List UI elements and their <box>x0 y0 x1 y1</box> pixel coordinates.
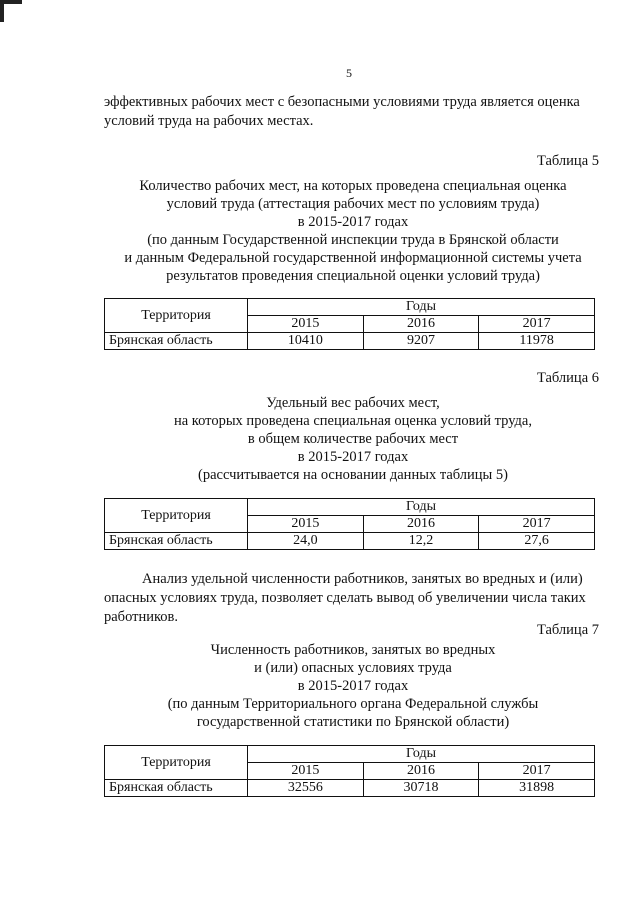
header-territory: Территория <box>105 499 248 533</box>
text-line: эффективных рабочих мест с безопасными условиями труда является оценка <box>104 94 580 110</box>
scan-corner-mark <box>0 0 4 22</box>
value-cell: 12,2 <box>363 533 479 550</box>
header-years: Годы <box>248 746 595 763</box>
row-label: Брянская область <box>105 780 248 797</box>
table-label: Таблица 5 <box>536 153 599 169</box>
header-years: Годы <box>248 299 595 316</box>
table-label: Таблица 7 <box>536 622 599 638</box>
header-territory: Территория <box>105 299 248 333</box>
caption-line: на которых проведена специальная оценка условий труда, <box>173 413 532 429</box>
table-row <box>105 780 595 797</box>
table-caption <box>80 177 626 285</box>
value-cell: 9207 <box>363 333 479 350</box>
table-header-row <box>105 299 595 316</box>
caption-line: Удельный вес рабочих мест, <box>266 395 440 411</box>
page-number: 5 <box>346 66 352 80</box>
data-table <box>104 745 595 797</box>
table-caption <box>80 394 626 484</box>
intro-paragraph <box>104 93 604 131</box>
row-label: Брянская область <box>105 533 248 550</box>
text-line: условий труда на рабочих местах. <box>104 113 314 129</box>
caption-line: Численность работников, занятых во вредных <box>210 642 496 658</box>
caption-line: в общем количестве рабочих мест <box>247 431 459 447</box>
text-line: работников. <box>104 609 179 625</box>
header-years: Годы <box>248 499 595 516</box>
caption-line: (по данным Государственной инспекции труда в Брянской области <box>147 232 559 248</box>
year-cell: 2015 <box>248 763 364 780</box>
value-cell: 11978 <box>479 333 595 350</box>
caption-line: результатов проведения специальной оценки условий труда) <box>166 268 540 284</box>
year-cell: 2015 <box>248 516 364 533</box>
table-header-row <box>105 499 595 516</box>
header-territory: Территория <box>105 746 248 780</box>
year-cell: 2017 <box>479 316 595 333</box>
caption-line: в 2015-2017 годах <box>297 214 409 230</box>
table-label: Таблица 6 <box>536 370 599 386</box>
caption-line: условий труда (аттестация рабочих мест по условиям труда) <box>166 196 540 212</box>
caption-line: государственной статистики по Брянской области) <box>196 714 510 730</box>
year-cell: 2016 <box>363 763 479 780</box>
text-line: Анализ удельной численности работников, занятых во вредных и (или) <box>142 571 583 587</box>
value-cell: 24,0 <box>248 533 364 550</box>
row-label: Брянская область <box>105 333 248 350</box>
caption-line: и (или) опасных условиях труда <box>254 660 452 676</box>
data-table <box>104 298 595 350</box>
caption-line: в 2015-2017 годах <box>297 678 409 694</box>
year-cell: 2017 <box>479 516 595 533</box>
table-header-row <box>105 746 595 763</box>
table-caption <box>80 641 626 731</box>
value-cell: 27,6 <box>479 533 595 550</box>
value-cell: 31898 <box>479 780 595 797</box>
caption-line: (по данным Территориального органа Федеральной службы <box>167 696 539 712</box>
table-row <box>105 533 595 550</box>
caption-line: и данным Федеральной государственной информационной системы учета <box>124 250 582 266</box>
value-cell: 30718 <box>363 780 479 797</box>
table-row <box>105 333 595 350</box>
year-cell: 2017 <box>479 763 595 780</box>
analysis-paragraph <box>104 570 604 627</box>
data-table <box>104 498 595 550</box>
year-cell: 2016 <box>363 516 479 533</box>
value-cell: 32556 <box>248 780 364 797</box>
caption-line: Количество рабочих мест, на которых проведена специальная оценка <box>139 178 567 194</box>
year-cell: 2015 <box>248 316 364 333</box>
caption-line: в 2015-2017 годах <box>297 449 409 465</box>
year-cell: 2016 <box>363 316 479 333</box>
value-cell: 10410 <box>248 333 364 350</box>
caption-line: (рассчитывается на основании данных таблицы 5) <box>198 467 508 483</box>
text-line: опасных условиях труда, позволяет сделать вывод об увеличении числа таких <box>104 590 586 606</box>
